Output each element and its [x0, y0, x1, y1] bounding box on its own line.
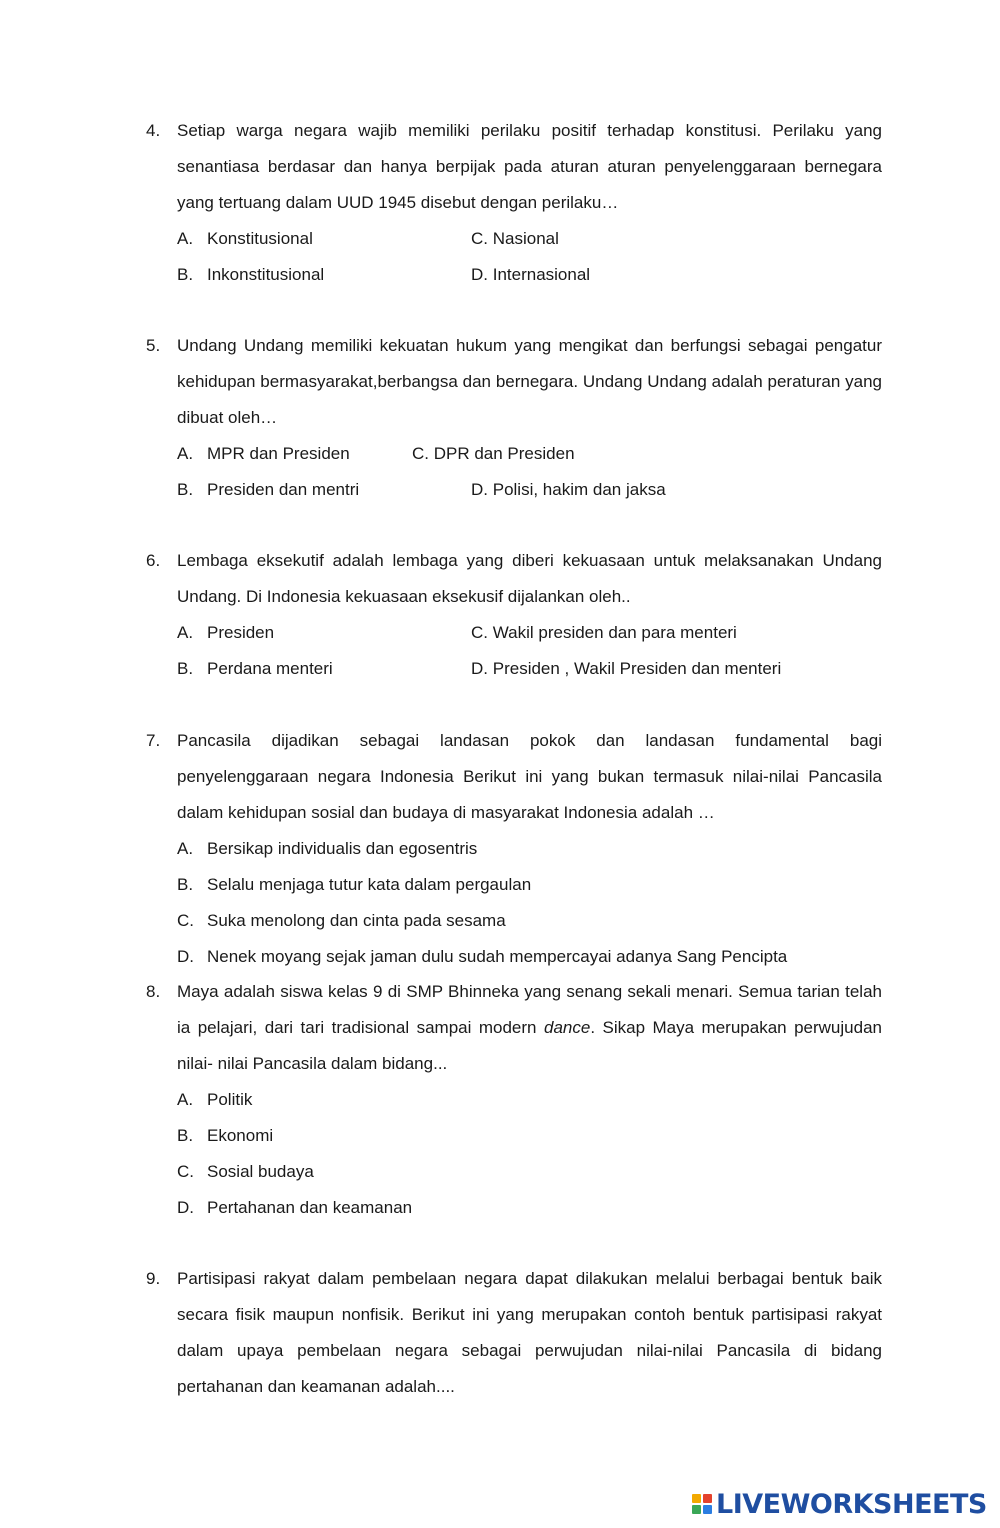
question-7 — [146, 723, 882, 975]
question-stem: Pancasila dijadikan sebagai landasan pokok dan landasan fundamental bagi penyelenggaraan negara Indonesia Berikut ini yang bukan termasuk nilai-nilai Pancasila dalam kehidupan sosial dan budaya di masyarakat Indonesia adalah … — [177, 731, 882, 822]
options — [177, 1082, 882, 1226]
option-b[interactable]: B. Presiden dan mentri — [177, 480, 360, 499]
option-b[interactable]: B. Selalu menjaga tutur kata dalam pergaulan — [177, 875, 532, 894]
logo-tile — [703, 1494, 712, 1503]
question-number: 8. — [146, 982, 161, 1001]
option-a[interactable]: A. MPR dan Presiden — [177, 444, 350, 463]
option-b[interactable]: B. Perdana menteri — [177, 659, 333, 678]
question-5 — [146, 328, 882, 508]
question-stem: Lembaga eksekutif adalah lembaga yang diberi kekuasaan untuk melaksanakan Undang Undang. Di Indonesia kekuasaan eksekusif dijalankan oleh.. — [177, 551, 882, 606]
question-number: 9. — [146, 1269, 161, 1288]
option-a[interactable]: A. Presiden — [177, 623, 275, 642]
option-b[interactable]: B. Inkonstitusional — [177, 265, 325, 284]
option-a[interactable]: A. Politik — [177, 1090, 253, 1109]
options — [177, 831, 882, 975]
liveworksheets-logo — [692, 1486, 987, 1522]
options — [177, 221, 882, 293]
italic-word: dance — [543, 1018, 591, 1037]
option-c[interactable]: C. Nasional — [471, 229, 559, 248]
option-d[interactable]: D. Nenek moyang sejak jaman dulu sudah mempercayai adanya Sang Pencipta — [177, 947, 788, 966]
logo-tile — [703, 1505, 712, 1514]
logo-tile — [692, 1505, 701, 1514]
question-9 — [146, 1261, 882, 1405]
option-d[interactable]: D. Internasional — [471, 265, 591, 284]
option-d[interactable]: D. Pertahanan dan keamanan — [177, 1198, 413, 1217]
options — [177, 615, 882, 687]
logo-mark-icon — [692, 1494, 712, 1514]
option-c[interactable]: C. DPR dan Presiden — [412, 444, 575, 463]
question-6 — [146, 543, 882, 687]
option-d[interactable]: D. Presiden , Wakil Presiden dan menteri — [471, 659, 782, 678]
option-a[interactable]: A. Konstitusional — [177, 229, 313, 248]
option-c[interactable]: C. Wakil presiden dan para menteri — [471, 623, 737, 642]
option-c[interactable]: C. Suka menolong dan cinta pada sesama — [177, 911, 506, 930]
option-b[interactable]: B. Ekonomi — [177, 1126, 274, 1145]
question-number: 5. — [146, 336, 161, 355]
question-number: 6. — [146, 551, 161, 570]
question-4 — [146, 113, 882, 293]
question-number: 4. — [146, 121, 161, 140]
question-number: 7. — [146, 731, 161, 750]
question-stem: Setiap warga negara wajib memiliki perilaku positif terhadap konstitusi. Perilaku yang senantiasa berdasar dan hanya berpijak pada aturan aturan penyelenggaraan bernegara yang tertuang dalam UUD 1945 disebut dengan perilaku… — [177, 121, 882, 212]
option-a[interactable]: A. Bersikap individualis dan egosentris — [177, 839, 478, 858]
option-d[interactable]: D. Polisi, hakim dan jaksa — [471, 480, 666, 499]
question-8 — [146, 974, 882, 1226]
option-c[interactable]: C. Sosial budaya — [177, 1162, 314, 1181]
question-stem: Undang Undang memiliki kekuatan hukum yang mengikat dan berfungsi sebagai pengatur kehidupan bermasyarakat,berbangsa dan bernegara. Undang Undang adalah peraturan yang dibuat oleh… — [177, 336, 882, 427]
question-stem: Partisipasi rakyat dalam pembelaan negara dapat dilakukan melalui berbagai bentuk baik secara fisik maupun nonfisik. Berikut ini yang merupakan contoh bentuk partisipasi rakyat dalam upaya pembelaan negara sebagai perwujudan nilai-nilai Pancasila di bidang pertahanan dan keamanan adalah.... — [177, 1269, 882, 1396]
logo-tile — [692, 1494, 701, 1503]
logo-text: LIVEWORKSHEETS — [716, 1488, 987, 1520]
question-stem: Maya adalah siswa kelas 9 di SMP Bhinneka yang senang sekali menari. Semua tarian telah ia pelajari, dari tari tradisional sampai modern dance. Sikap Maya merupakan perwujudan nilai- nilai Pancasila dalam bidang... — [177, 982, 882, 1073]
options — [177, 436, 882, 508]
